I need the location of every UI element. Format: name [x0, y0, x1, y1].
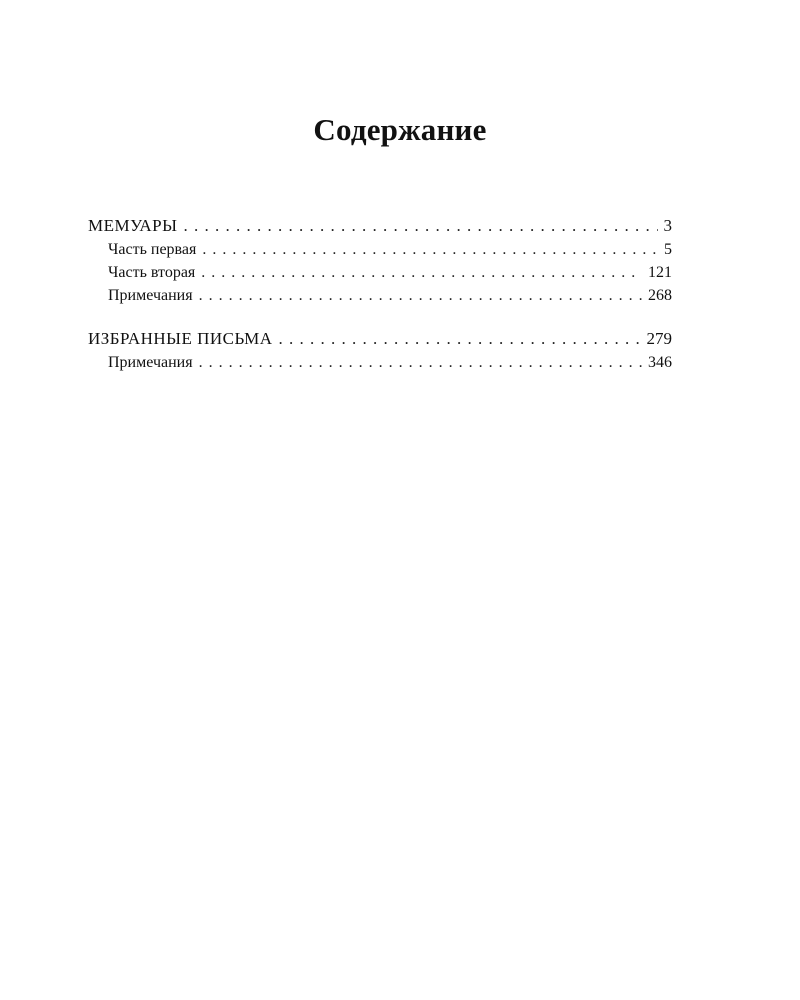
page-title: Содержание	[313, 112, 487, 147]
dot-leader	[199, 351, 642, 374]
toc-entry-selected-letters[interactable]	[88, 327, 672, 351]
dot-leader	[279, 327, 641, 351]
toc-page-number: 121	[648, 264, 672, 281]
dot-leader	[202, 238, 658, 261]
dot-leader	[201, 261, 642, 284]
dot-leader	[199, 284, 642, 307]
toc-entry-label: МЕМУАРЫ	[88, 216, 178, 235]
toc-entry-label: Примечания	[108, 287, 193, 304]
toc-section-memoirs	[88, 214, 672, 307]
toc-entry-memoirs[interactable]	[88, 214, 672, 238]
toc-entry-label: Часть первая	[108, 241, 197, 258]
toc-entry-label: Часть вторая	[108, 264, 196, 281]
toc-page-number: 346	[648, 354, 672, 371]
toc-entry-notes-memoirs[interactable]	[88, 284, 672, 307]
toc-entry-label: ИЗБРАННЫЕ ПИСЬМА	[88, 329, 273, 348]
toc-entry-part-one[interactable]	[88, 238, 672, 261]
toc-section-letters	[88, 327, 672, 374]
toc-page-number: 3	[663, 216, 672, 235]
toc-page-number: 5	[664, 241, 672, 258]
toc-entry-part-two[interactable]	[88, 261, 672, 284]
toc-page-number: 279	[646, 329, 672, 348]
toc-entry-notes-letters[interactable]	[88, 351, 672, 374]
table-of-contents	[88, 214, 672, 394]
toc-page-number: 268	[648, 287, 672, 304]
toc-entry-label: Примечания	[108, 354, 193, 371]
dot-leader	[183, 214, 657, 238]
